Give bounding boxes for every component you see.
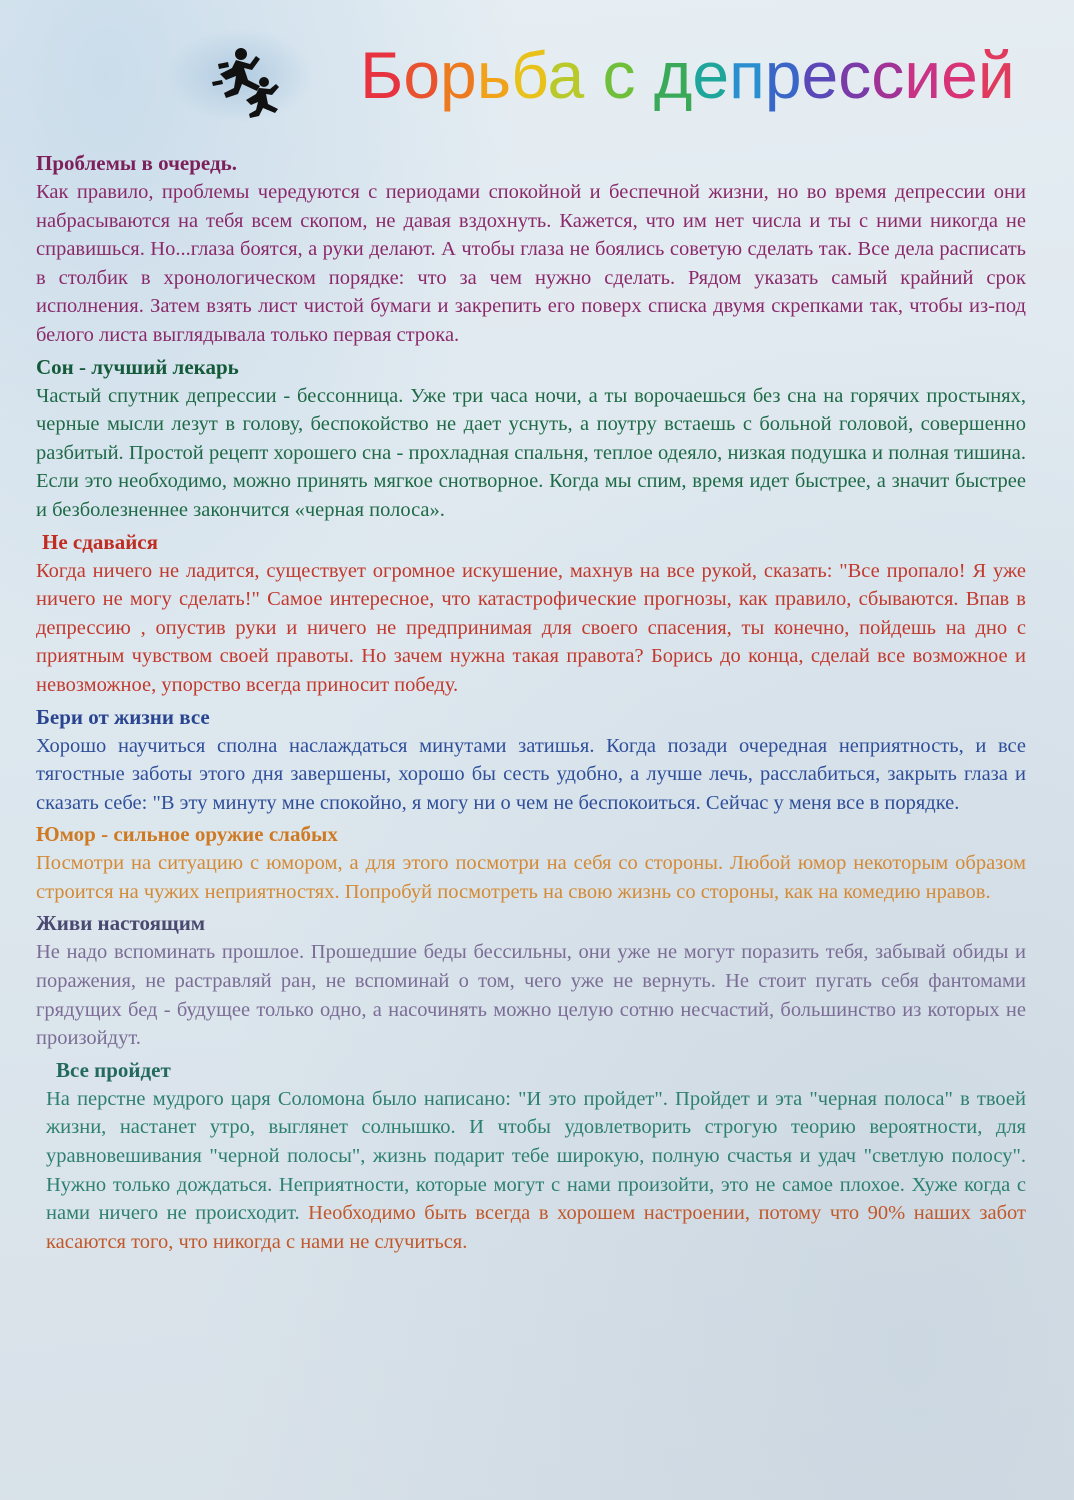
section-text: Хорошо научиться сполна наслаждаться минутами затишья. Когда позади очередная неприятность, и все тягостные заботы этого дня завершены, хорошо бы сесть удобно, а лучше лечь, расслабиться, закрыть глаза и сказать себе: "В эту минуту мне спокойно, я могу ни о чем не беспокоиться. Сейчас у меня все в порядке.	[36, 734, 1026, 814]
section-text-accent: Необходимо быть всегда в хорошем настроении, потому что 90% наших забот касаются того, что никогда с нами не случиться.	[46, 1202, 1026, 1253]
section-problems	[36, 148, 1026, 350]
section-live-now	[36, 908, 1026, 1052]
title-letter: д	[653, 38, 693, 112]
section-text: Посмотри на ситуацию с юмором, а для этого посмотри на себя со стороны. Любой юмор некоторым образом строится на чужих неприятностях. Попробуй посмотреть на свою жизнь со стороны, как на комедию нравов.	[36, 852, 1026, 903]
section-heading: Живи настоящим	[36, 911, 206, 936]
title-letter: с	[602, 38, 636, 112]
header	[0, 20, 1074, 150]
title-letter: е	[692, 38, 730, 112]
title-letter: а	[547, 38, 585, 112]
article-body	[36, 148, 1026, 1258]
title-letter: р	[440, 38, 477, 112]
title-letter: й	[977, 38, 1015, 112]
title-letter	[636, 38, 654, 112]
section-text-main: На перстне мудрого царя Соломона было написано: "И это пройдет". Пройдет и эта "черная полоса" в твоей жизни, настанет утро, выглянет солнышко. И чтобы удовлетворить строгую теорию вероятности, для уравновешивания "черной полосы", жизнь подарит тебе широкую, полную счастья и удач "светлую полосу". Нужно только дождаться. Неприятности, которые могут с нами произойти, это не самое плохое. Хуже когда с нами ничего не происходит.	[46, 1087, 1026, 1225]
title-letter: и	[904, 38, 942, 112]
section-heading: Юмор - сильное оружие слабых	[36, 822, 338, 847]
title-letter: с	[871, 38, 905, 112]
section-sleep	[36, 352, 1026, 525]
section-heading: Проблемы в очередь.	[36, 151, 237, 175]
section-heading: Бери от жизни все	[36, 704, 210, 729]
section-text: Как правило, проблемы чередуются с периодами спокойной и беспечной жизни, но во время депрессии они набрасываются на тебя всем скопом, не давая вздохнуть. Кажется, что им нет числа и ты с ними никогда не справишься. Но...глаза боятся, а руки делают. А чтобы глаза не боялись советую сделать так. Все дела расписать в столбик в хронологическом порядке: что за чем нужно сделать. Рядом указать самый крайний срок исполнения. Затем взять лист чистой бумаги и закрепить его поверх списка двумя скрепками так, чтобы из-под белого листа выглядывала только первая строка.	[36, 181, 1026, 346]
page-title	[360, 38, 1015, 112]
title-letter: е	[801, 38, 839, 112]
title-letter: с	[838, 38, 872, 112]
section-text	[46, 1085, 1026, 1257]
title-letter: ь	[476, 38, 512, 112]
section-dont-give-up	[36, 527, 1026, 700]
section-heading: Не сдавайся	[42, 529, 158, 554]
section-humor	[36, 819, 1026, 906]
title-letter: е	[941, 38, 978, 112]
section-heading: Все пройдет	[56, 1057, 171, 1082]
section-text: Частый спутник депрессии - бессонница. Уже три часа ночи, а ты ворочаешься без сна на горячих простынях, черные мысли лезут в голову, беспокойство не дает уснуть, а поутру встаешь с больной головой, совершенно разбитый. Простой рецепт хорошего сна - прохладная спальня, теплое одеяло, низкая подушка и полная тишина. Если это необходимо, можно принять мягкое снотворное. Когда мы спим, время идет быстрее, а значит быстрее и безболезненнее закончится «черная полоса».	[36, 384, 1026, 521]
title-letter: о	[403, 38, 441, 112]
title-letter	[584, 38, 602, 112]
section-take-everything	[36, 702, 1026, 818]
section-all-passes	[36, 1055, 1026, 1257]
title-letter: б	[511, 38, 548, 112]
section-text: Когда ничего не ладится, существует огромное искушение, махнув на все рукой, сказать: "Все пропало! Я уже ничего не могу сделать!" Самое интересное, что катастрофические прогнозы, как правило, сбываются. Впав в депрессию , опустив руки и ничего не предпринимая для своего спасения, ты конечно, пойдешь на дно с приятным чувством своей правоты. Но зачем нужна такая правота? Борись до конца, сделай все возможное и невозможное, упорство всегда приносит победу.	[36, 559, 1026, 696]
section-heading: Сон - лучший лекарь	[36, 354, 239, 379]
running-figures-icon	[198, 42, 288, 122]
title-letter: п	[729, 38, 765, 112]
title-letter: р	[764, 38, 802, 112]
title-letter: Б	[360, 38, 404, 112]
section-text: Не надо вспоминать прошлое. Прошедшие беды бессильны, они уже не могут поразить тебя, забывай обиды и поражения, не растравляй ран, не вспоминай о том, чего уже не вернуть. Не стоит пугать себя фантомами грядущих бед - будущее только одно, а насочинять можно целую сотню несчастий, большинство из которых не произойдут.	[36, 941, 1026, 1050]
